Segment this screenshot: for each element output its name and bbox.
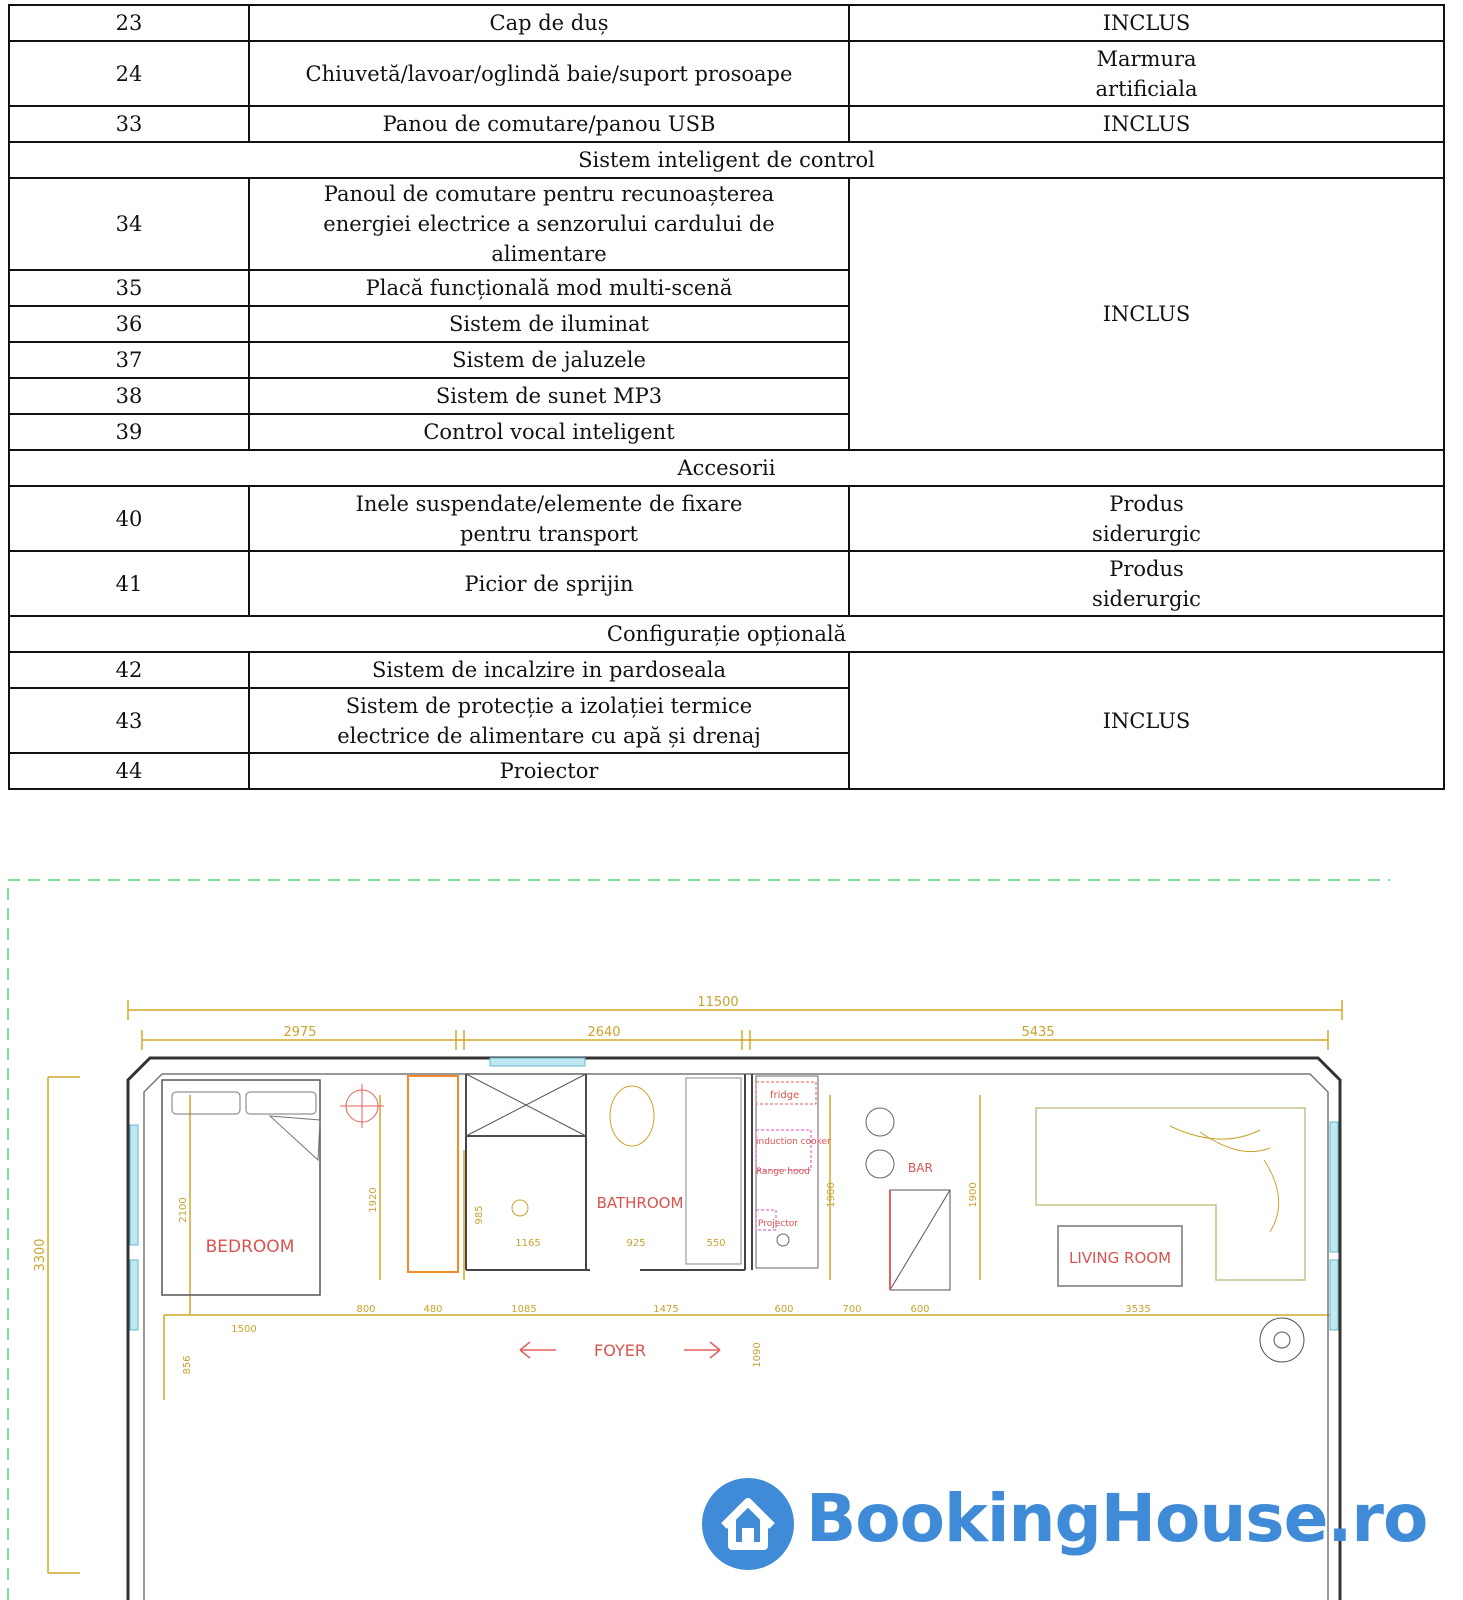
svg-text:Projector: Projector: [758, 1219, 798, 1229]
svg-text:1500: 1500: [231, 1324, 257, 1335]
svg-text:Range hood: Range hood: [756, 1167, 810, 1177]
row-description: Inele suspendate/elemente de fixare pentru transport: [249, 486, 849, 551]
merged-value-optional: INCLUS: [849, 652, 1444, 789]
svg-text:1090: 1090: [752, 1342, 763, 1368]
row-number: 35: [9, 270, 249, 306]
row-number: 43: [9, 688, 249, 753]
ceiling-light-icon: [340, 1084, 384, 1128]
row-description: Sistem de protecție a izolației termice electrice de alimentare cu apă și drenaj: [249, 688, 849, 753]
row-value: Produs siderurgic: [849, 551, 1444, 616]
bar-stool: [866, 1108, 894, 1136]
svg-text:1900: 1900: [968, 1182, 979, 1208]
row-value: Produs siderurgic: [849, 486, 1444, 551]
floor-lamp-icon: [1260, 1318, 1304, 1362]
svg-text:FOYER: FOYER: [594, 1341, 646, 1360]
svg-text:1475: 1475: [653, 1304, 679, 1315]
arrow-left-icon: [520, 1342, 556, 1358]
dimension-labels: [33, 995, 1151, 1375]
row-number: 38: [9, 378, 249, 414]
row-number: 40: [9, 486, 249, 551]
toilet: [610, 1086, 654, 1146]
row-number: 39: [9, 414, 249, 450]
bar-area: [866, 1108, 950, 1290]
bar-stool: [866, 1150, 894, 1178]
bathroom: [466, 1074, 741, 1264]
row-number: 24: [9, 41, 249, 106]
row-description: Placă funcțională mod multi-scenă: [249, 270, 849, 306]
row-description: Sistem de sunet MP3: [249, 378, 849, 414]
svg-text:700: 700: [842, 1304, 862, 1315]
row-value: Marmura artificiala: [849, 41, 1444, 106]
row-description: Chiuvetă/lavoar/oglindă baie/suport prosoape: [249, 41, 849, 106]
row-number: 23: [9, 5, 249, 41]
row-value: INCLUS: [849, 106, 1444, 142]
svg-text:induction cooker: induction cooker: [756, 1137, 831, 1147]
arrow-right-icon: [684, 1342, 720, 1358]
svg-text:2100: 2100: [178, 1197, 189, 1223]
foyer: [520, 1341, 720, 1360]
svg-text:1165: 1165: [515, 1238, 541, 1249]
wardrobe: [408, 1076, 458, 1272]
bed: [162, 1080, 320, 1295]
row-description: Proiector: [249, 753, 849, 789]
kitchen: [756, 1076, 831, 1268]
row-number: 42: [9, 652, 249, 688]
svg-text:LIVING ROOM: LIVING ROOM: [1068, 1249, 1172, 1267]
row-description: Sistem de jaluzele: [249, 342, 849, 378]
section-header: Sistem inteligent de control: [9, 142, 1444, 178]
svg-text:3535: 3535: [1125, 1304, 1151, 1315]
svg-text:1900: 1900: [826, 1182, 837, 1208]
svg-text:1920: 1920: [368, 1187, 379, 1213]
vanity: [686, 1078, 741, 1264]
plant-icon: [1170, 1126, 1279, 1232]
svg-text:BEDROOM: BEDROOM: [205, 1237, 295, 1257]
living-room: [1036, 1108, 1305, 1362]
svg-text:600: 600: [910, 1304, 930, 1315]
logo-text: BookingHouse.ro: [806, 1480, 1428, 1557]
svg-text:480: 480: [423, 1304, 443, 1315]
svg-text:BATHROOM: BATHROOM: [596, 1194, 684, 1212]
bedroom: [162, 1076, 458, 1295]
bookinghouse-logo: [700, 1476, 1428, 1576]
svg-text:856: 856: [182, 1355, 193, 1375]
svg-text:600: 600: [774, 1304, 794, 1315]
row-description: Panoul de comutare pentru recunoașterea energiei electrice a senzorului cardului de alimentare: [249, 178, 849, 270]
house-icon: [700, 1476, 796, 1572]
row-number: 41: [9, 551, 249, 616]
sink: [777, 1234, 789, 1246]
svg-text:BAR: BAR: [908, 1161, 933, 1175]
specification-table: [8, 4, 1445, 790]
svg-text:550: 550: [706, 1238, 726, 1249]
row-value: INCLUS: [849, 5, 1444, 41]
svg-text:985: 985: [474, 1205, 485, 1225]
row-number: 44: [9, 753, 249, 789]
row-description: Cap de duș: [249, 5, 849, 41]
section-header: Accesorii: [9, 450, 1444, 486]
row-number: 34: [9, 178, 249, 270]
row-description: Picior de sprijin: [249, 551, 849, 616]
svg-text:800: 800: [356, 1304, 376, 1315]
section-header: Configurație opțională: [9, 616, 1444, 652]
svg-text:11500: 11500: [697, 995, 739, 1010]
svg-text:5435: 5435: [1021, 1025, 1055, 1040]
row-description: Sistem de incalzire in pardoseala: [249, 652, 849, 688]
svg-text:fridge: fridge: [770, 1090, 800, 1101]
svg-text:2640: 2640: [587, 1025, 621, 1040]
row-number: 33: [9, 106, 249, 142]
row-description: Control vocal inteligent: [249, 414, 849, 450]
merged-value-smart-control: INCLUS: [849, 178, 1444, 450]
svg-text:925: 925: [626, 1238, 646, 1249]
svg-text:1085: 1085: [511, 1304, 537, 1315]
row-description: Panou de comutare/panou USB: [249, 106, 849, 142]
shower-drain: [512, 1200, 528, 1216]
row-number: 37: [9, 342, 249, 378]
svg-text:2975: 2975: [283, 1025, 317, 1040]
row-description: Sistem de iluminat: [249, 306, 849, 342]
svg-text:3300: 3300: [33, 1238, 48, 1272]
row-number: 36: [9, 306, 249, 342]
